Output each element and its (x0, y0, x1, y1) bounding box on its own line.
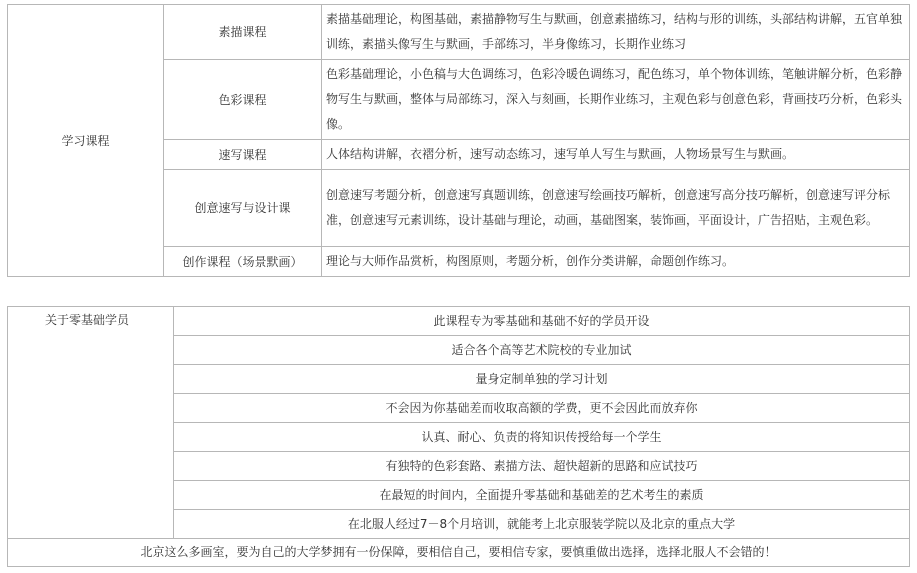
beginners-item: 在最短的时间内，全面提升零基础和基础差的艺术考生的素质 (174, 481, 910, 510)
beginners-item: 有独特的色彩套路、素描方法、超快超新的思路和应试技巧 (174, 452, 910, 481)
beginners-table (7, 306, 910, 567)
beginners-footer: 北京这么多画室，要为自己的大学梦拥有一份保障，要相信自己，要相信专家，要慎重做出选择，选择北服人不会错的！ (8, 539, 910, 567)
beginners-item: 适合各个高等艺术院校的专业加试 (174, 336, 910, 365)
beginners-row (8, 307, 910, 336)
course-name: 色彩课程 (164, 60, 322, 140)
curriculum-table (7, 4, 910, 277)
course-content: 素描基础理论，构图基础，素描静物写生与默画，创意素描练习，结构与形的训练，头部结构讲解，五官单独训练，素描头像写生与默画，手部练习，半身像练习，长期作业练习 (322, 5, 910, 60)
beginners-item: 不会因为你基础差而收取高额的学费，更不会因此而放弃你 (174, 394, 910, 423)
course-name: 创意速写与设计课 (164, 170, 322, 247)
beginners-label: 关于零基础学员 (8, 307, 174, 539)
curriculum-section-label: 学习课程 (8, 5, 164, 277)
course-name: 素描课程 (164, 5, 322, 60)
beginners-item: 此课程专为零基础和基础不好的学员开设 (174, 307, 910, 336)
beginners-footer-row (8, 539, 910, 567)
course-name: 创作课程（场景默画） (164, 247, 322, 277)
course-name: 速写课程 (164, 140, 322, 170)
course-content: 理论与大师作品赏析，构图原则，考题分析，创作分类讲解，命题创作练习。 (322, 247, 910, 277)
beginners-item: 认真、耐心、负责的将知识传授给每一个学生 (174, 423, 910, 452)
course-content: 色彩基础理论，小色稿与大色调练习，色彩冷暖色调练习，配色练习，单个物体训练，笔触讲解分析，色彩静物写生与默画，整体与局部练习，深入与刻画，长期作业练习，主观色彩与创意色彩，背画技巧分析，色彩头像。 (322, 60, 910, 140)
course-content: 创意速写考题分析，创意速写真题训练，创意速写绘画技巧解析，创意速写高分技巧解析，创意速写评分标准，创意速写元素训练，设计基础与理论，动画，基础图案，装饰画，平面设计，广告招贴，主观色彩。 (322, 170, 910, 247)
course-row-sketch (8, 5, 910, 60)
beginners-item: 量身定制单独的学习计划 (174, 365, 910, 394)
beginners-item: 在北服人经过7－8个月培训，就能考上北京服装学院以及北京的重点大学 (174, 510, 910, 539)
course-content: 人体结构讲解，衣褶分析，速写动态练习，速写单人写生与默画，人物场景写生与默画。 (322, 140, 910, 170)
